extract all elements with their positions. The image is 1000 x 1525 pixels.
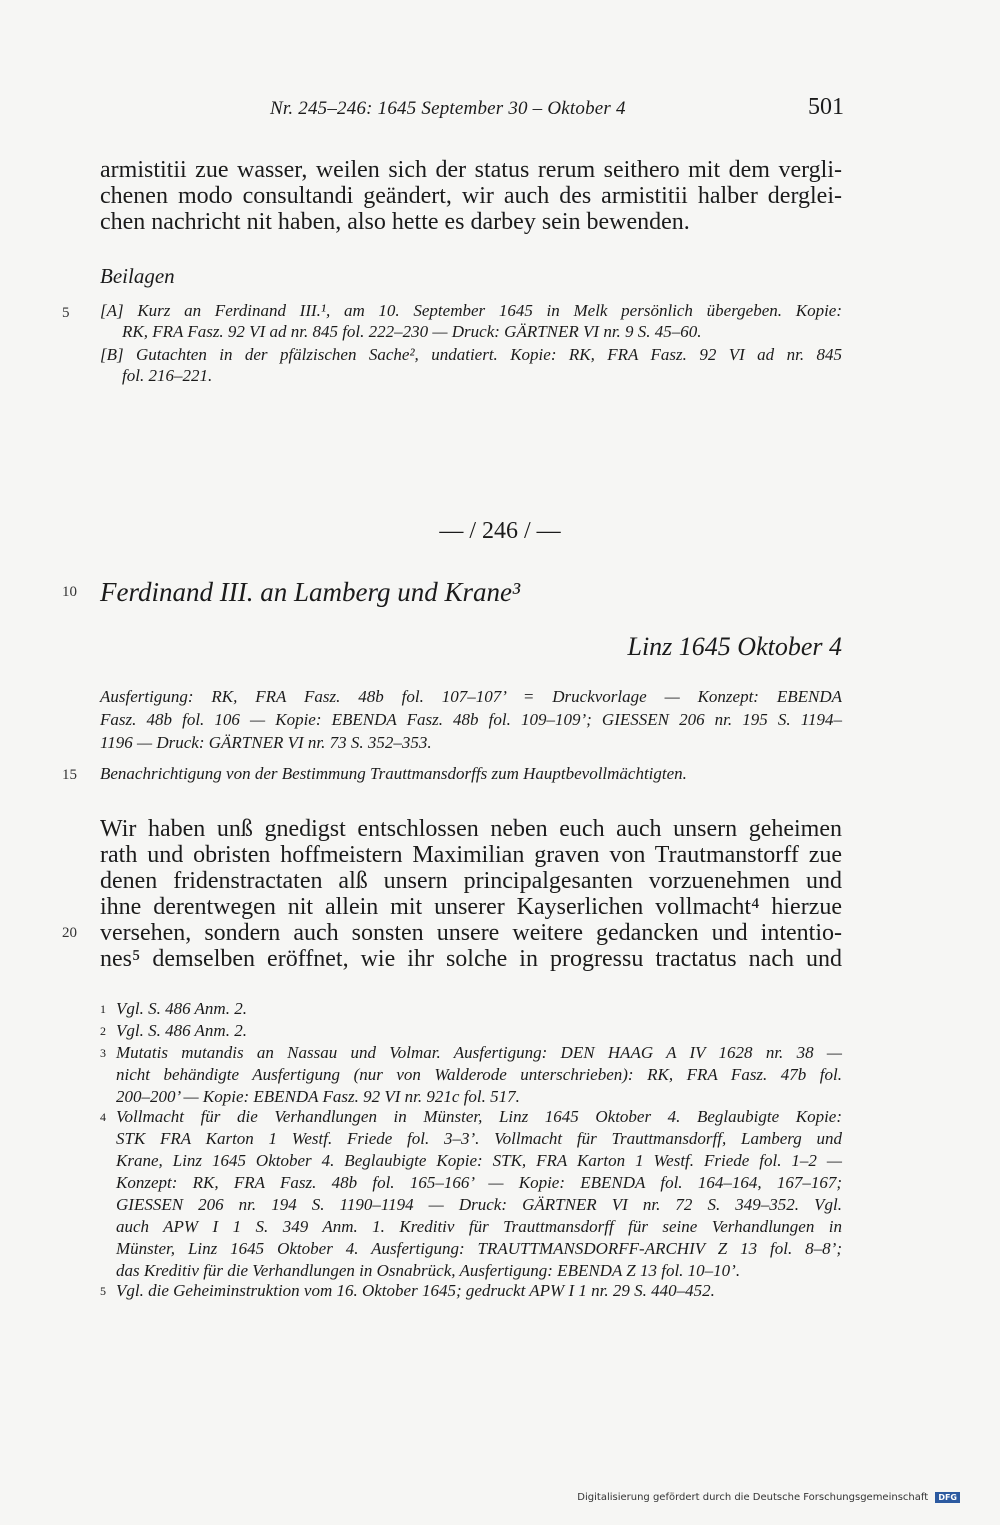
document-title: Ferdinand III. an Lamberg und Krane³ bbox=[100, 577, 521, 607]
footnote-3-line: Mutatis mutandis an Nassau und Volmar. Ausfertigung: DEN HAAG A IV 1628 nr. 38 — bbox=[116, 1043, 842, 1062]
body-line: rath und obristen hoffmeistern Maximilian graven von Trautmanstorff zue bbox=[100, 842, 842, 868]
footnote-mark: 5 bbox=[100, 1284, 106, 1298]
footnote-1: Vgl. S. 486 Anm. 2. bbox=[116, 999, 247, 1018]
digitization-credit bbox=[577, 1492, 960, 1503]
source-line: 1196 — Druck: GÄRTNER VI nr. 73 S. 352–353. bbox=[100, 733, 432, 752]
footnote-4-line: STK FRA Karton 1 Westf. Friede fol. 3–3’. Vollmacht für Trauttmansdorff, Lamberg und bbox=[116, 1129, 842, 1148]
beilagen-heading: Beilagen bbox=[100, 264, 175, 288]
place-date: Linz 1645 Oktober 4 bbox=[627, 632, 842, 661]
beilage-b-line: [B] Gutachten in der pfälzischen Sache², undatiert. Kopie: RK, FRA Fasz. 92 VI ad nr. 845 bbox=[100, 345, 842, 364]
line-number: 20 bbox=[62, 925, 77, 941]
intro-line: armistitii zue wasser, weilen sich der status rerum seithero mit dem vergli- bbox=[100, 157, 842, 183]
intro-line: chenen modo consultandi geändert, wir auch des armistitii halber derglei- bbox=[100, 183, 842, 209]
footnote-mark: 1 bbox=[100, 1002, 106, 1016]
footnote-4-line: Münster, Linz 1645 Oktober 4. Ausfertigung: TRAUTTMANSDORFF-ARCHIV Z 13 fol. 8–8’; bbox=[116, 1239, 842, 1258]
beilage-a-line: RK, FRA Fasz. 92 VI ad nr. 845 fol. 222–230 — Druck: GÄRTNER VI nr. 9 S. 45–60. bbox=[122, 322, 702, 341]
body-line: denen fridenstractaten alß unsern principalgesanten vorzuenehmen und bbox=[100, 868, 842, 894]
line-number: 10 bbox=[62, 584, 77, 600]
body-line: versehen, sondern auch sonsten unsere weitere gedancken und intentio- bbox=[100, 920, 842, 946]
beilage-a-line: [A] Kurz an Ferdinand III.¹, am 10. September 1645 in Melk persönlich übergeben. Kopie: bbox=[100, 301, 842, 320]
footnote-4-line: auch APW I 1 S. 349 Anm. 1. Kreditiv für Trauttmansdorff für seine Verhandlungen in bbox=[116, 1217, 842, 1236]
dfg-logo-icon: DFG bbox=[935, 1492, 960, 1503]
footnote-mark: 3 bbox=[100, 1046, 106, 1060]
running-header: Nr. 245–246: 1645 September 30 – Oktober 4 bbox=[270, 98, 626, 119]
source-line: Ausfertigung: RK, FRA Fasz. 48b fol. 107–107’ = Druckvorlage — Konzept: EBENDA bbox=[100, 687, 842, 706]
document-summary: Benachrichtigung von der Bestimmung Trauttmansdorffs zum Hauptbevollmächtigten. bbox=[100, 764, 687, 783]
body-line: ihne derentwegen nit allein mit unserer Kayserlichen vollmacht⁴ hierzue bbox=[100, 894, 842, 920]
footnote-mark: 2 bbox=[100, 1024, 106, 1038]
footnote-4-line: Krane, Linz 1645 Oktober 4. Beglaubigte Kopie: STK, FRA Karton 1 Westf. Friede fol. 1–2 — bbox=[116, 1151, 842, 1170]
document-number: — / 246 / — bbox=[439, 518, 561, 544]
line-number: 5 bbox=[62, 305, 70, 321]
footnote-5: Vgl. die Geheiminstruktion vom 16. Oktober 1645; gedruckt APW I 1 nr. 29 S. 440–452. bbox=[116, 1281, 715, 1300]
footnote-mark: 4 bbox=[100, 1110, 106, 1124]
footnote-4-line: Vollmacht für die Verhandlungen in Münster, Linz 1645 Oktober 4. Beglaubigte Kopie: bbox=[116, 1107, 842, 1126]
page-number: 501 bbox=[808, 94, 844, 120]
footnote-4-line: das Kreditiv für die Verhandlungen in Osnabrück, Ausfertigung: EBENDA Z 13 fol. 10–10’. bbox=[116, 1261, 741, 1280]
footnote-3-line: nicht behändigte Ausfertigung (nur von Walderode unterschrieben): RK, FRA Fasz. 47b fol. bbox=[116, 1065, 842, 1084]
footnote-2: Vgl. S. 486 Anm. 2. bbox=[116, 1021, 247, 1040]
credit-text: Digitalisierung gefördert durch die Deutsche Forschungsgemeinschaft bbox=[577, 1492, 929, 1503]
footnote-3-line: 200–200’ — Kopie: EBENDA Fasz. 92 VI nr. 921c fol. 517. bbox=[116, 1087, 520, 1106]
body-line: nes⁵ demselben eröffnet, wie ihr solche in progressu tractatus nach und bbox=[100, 946, 842, 972]
source-line: Fasz. 48b fol. 106 — Kopie: EBENDA Fasz. 48b fol. 109–109’; GIESSEN 206 nr. 195 S. 1194– bbox=[100, 710, 842, 729]
body-line: Wir haben unß gnedigst entschlossen neben euch auch unsern geheimen bbox=[100, 816, 842, 842]
footnote-4-line: GIESSEN 206 nr. 194 S. 1190–1194 — Druck: GÄRTNER VI nr. 72 S. 349–352. Vgl. bbox=[116, 1195, 842, 1214]
line-number: 15 bbox=[62, 767, 77, 783]
beilage-b-line: fol. 216–221. bbox=[122, 366, 213, 385]
footnote-4-line: Konzept: RK, FRA Fasz. 48b fol. 165–166’ — Kopie: EBENDA fol. 164–164, 167–167; bbox=[116, 1173, 842, 1192]
intro-line: chen nachricht nit haben, also hette es darbey sein bewenden. bbox=[100, 209, 690, 235]
